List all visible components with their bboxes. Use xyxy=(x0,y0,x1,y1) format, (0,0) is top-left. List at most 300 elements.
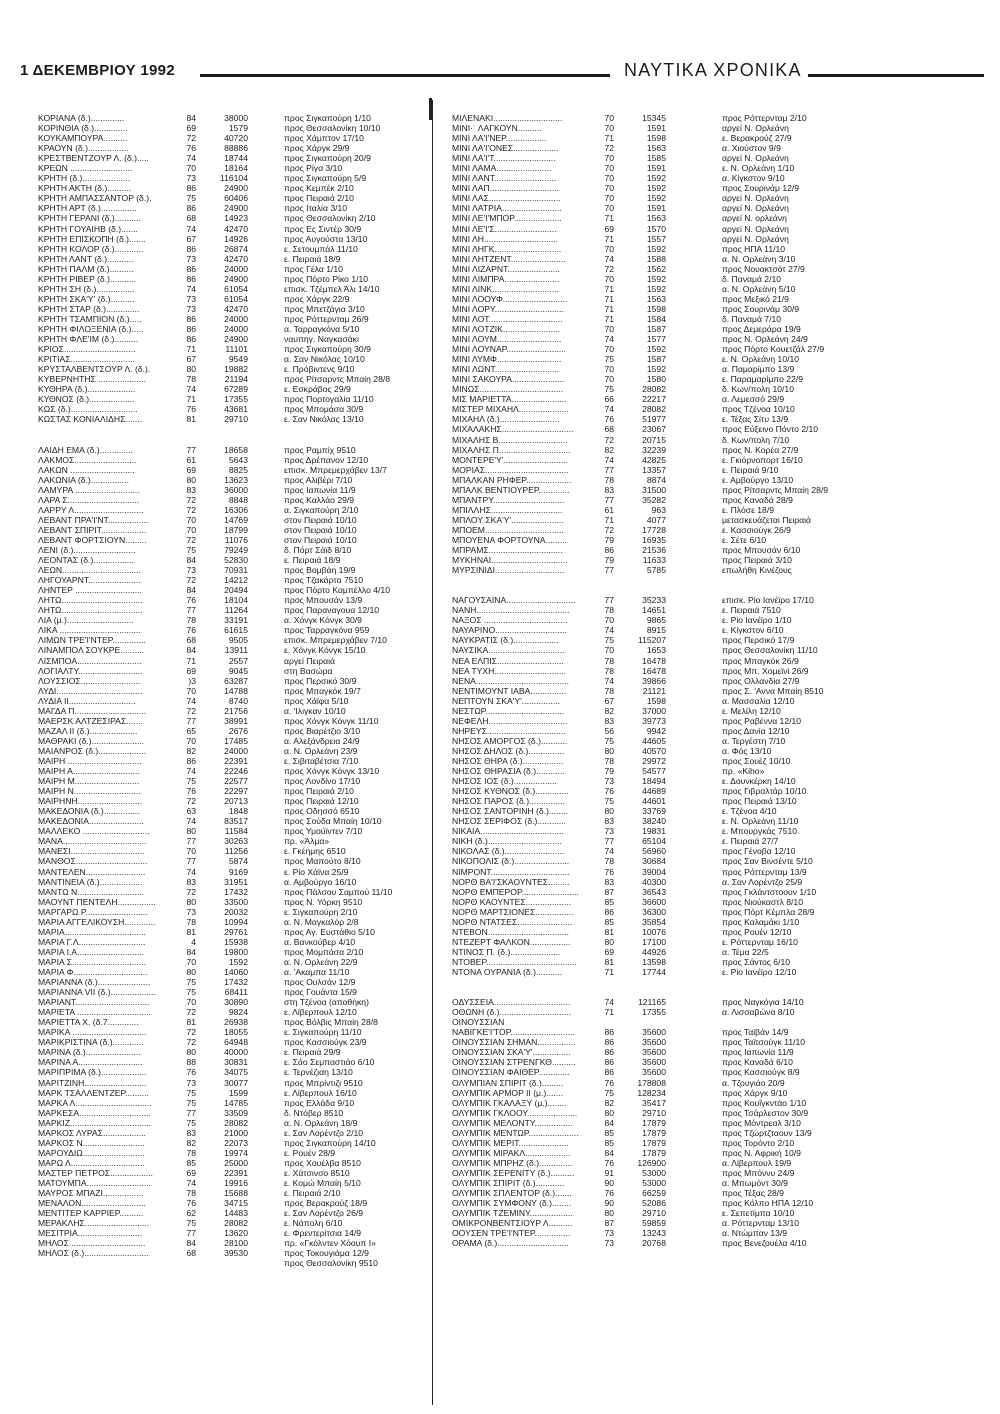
tonnage: 14788 xyxy=(224,685,248,696)
tonnage: 61615 xyxy=(224,625,248,636)
ship-status: προς Σιγκαπούρη 14/10 xyxy=(284,1137,376,1148)
build-year: 72 xyxy=(604,524,614,535)
build-year: 71 xyxy=(186,655,196,666)
ship-status: προς Σιγκαπούρη 5/9 xyxy=(284,173,367,184)
tonnage: 1653 xyxy=(646,645,666,656)
ship-name: ΚΡΗΤΗ ΣΗ (δ.)................ xyxy=(38,283,135,294)
tonnage: 38000 xyxy=(224,113,248,123)
ship-name: ΜΑΡΙΚΑ ............................... xyxy=(38,1027,147,1038)
tonnage: 35282 xyxy=(642,494,666,505)
build-year: 78 xyxy=(604,655,614,666)
build-year: 80 xyxy=(604,1208,614,1219)
ship-status: ε. Σιβιταβέτσια 7/10 xyxy=(284,756,359,766)
ship-status: προς Οδησσό 6510 xyxy=(284,806,360,817)
build-year: 86 xyxy=(604,1027,614,1038)
tonnage: 22217 xyxy=(642,394,666,405)
tonnage: 19800 xyxy=(224,946,248,957)
ship-name: ΛΑΡΑ Σ.............................. xyxy=(38,494,140,505)
ship-status: ε. Ν. Ορλεάνη 11/10 xyxy=(722,816,799,827)
tonnage: 39866 xyxy=(642,675,666,686)
ship-name: ΜΑΡΚΕΣΑ.............................. xyxy=(38,1107,151,1118)
tonnage: 35600 xyxy=(642,1037,666,1048)
ship-status: προς Γκλάντστοουν 1/10 xyxy=(722,886,817,897)
ship-status: α. Σαν Νικόλας 10/10 xyxy=(284,354,365,365)
tonnage: 28082 xyxy=(224,1218,248,1229)
tonnage: 44601 xyxy=(642,796,666,807)
ship-status: δ. Παναμά 2/10 xyxy=(722,273,782,284)
tonnage: 10994 xyxy=(224,916,248,927)
build-year: 83 xyxy=(604,484,614,495)
build-year: 85 xyxy=(604,896,614,907)
ship-status: προς Μομπάσα 2/10 xyxy=(284,946,364,957)
ship-status: α. Ν. Ορλεάνη 22/9 xyxy=(284,956,358,967)
ship-status: προς Γουάντα 15/9 xyxy=(284,987,357,998)
tonnage: 17879 xyxy=(642,1127,666,1138)
build-year: 65 xyxy=(186,725,196,736)
build-year: 68 xyxy=(186,1248,196,1259)
build-year: 70 xyxy=(186,524,196,535)
build-year: 72 xyxy=(604,434,614,445)
tonnage: 11101 xyxy=(225,344,248,355)
ship-name: ΝΟΡΘ ΝΤΑΤΣΕΣ....................... xyxy=(452,916,573,927)
build-year: 69 xyxy=(186,464,196,475)
tonnage: 66259 xyxy=(642,1188,666,1199)
ship-status: προς Ολλανδία 27/9 xyxy=(722,675,800,686)
ship-name: ΟΛΥΜΠΙΚ ΜΙΡΑΚΛ................... xyxy=(452,1147,571,1158)
ship-name: ΜΑΤΟΥΜΠΑ........................... xyxy=(38,1177,152,1188)
tonnage: 31951 xyxy=(224,876,248,887)
build-year: 72 xyxy=(186,886,196,897)
ship-status: ε. Σεπετίμπα 10/10 xyxy=(722,1208,795,1219)
build-year: 70 xyxy=(604,243,614,254)
tonnage: 52086 xyxy=(642,1198,666,1209)
build-year: 67 xyxy=(604,695,614,706)
ship-status: προς Τσάρλεστον 30/9 xyxy=(722,1107,809,1118)
build-year: 85 xyxy=(604,1127,614,1138)
tonnage: 31500 xyxy=(642,484,666,495)
build-year: 78 xyxy=(604,685,614,696)
tonnage: 5643 xyxy=(228,454,248,465)
ship-status: προς Κασσιούγκ 8/9 xyxy=(722,1067,800,1078)
build-year: 88 xyxy=(186,1057,196,1068)
tonnage: 13620 xyxy=(224,1228,248,1239)
ship-status: α. 'Ακαμπα 11/10 xyxy=(284,966,350,977)
tonnage: 1588 xyxy=(646,253,666,264)
ship-name: ΟΜΙΚΡΟΝΒΕΝΤΣΙΟΥΡ Λ.......... xyxy=(452,1218,573,1229)
tonnage: 61054 xyxy=(224,293,248,304)
ship-name: ΟΛΥΜΠΙΚ ΣΕΡΕΝΙΤΥ (δ.).......... xyxy=(452,1167,575,1178)
ship-status: α. Ν. Ορλεάνη 5/10 xyxy=(722,283,796,294)
build-year: 74 xyxy=(186,866,196,877)
ship-status: ε. Σαν Λορέντζο 2/10 xyxy=(284,1127,364,1138)
build-year: 69 xyxy=(186,665,196,676)
build-year: 75 xyxy=(186,1097,196,1108)
build-year: 70 xyxy=(604,173,614,184)
ship-name: ΜΠΟΥΕΝΑ ΦΟΡΤΟΥΝΑ......... xyxy=(452,534,568,545)
ship-name: ΝΕΑ ΕΛΠΙΣ............................ xyxy=(452,655,564,666)
build-year: 72 xyxy=(186,796,196,807)
build-year: 83 xyxy=(604,715,614,726)
ship-name: ΜΑΡΙΑ.................................. xyxy=(38,926,146,937)
ship-name: ΜΑΡΙΑ Γ.Λ............................ xyxy=(38,936,146,947)
ship-name: ΝΕΝΤΙΜΟΥΝΤ ΙΑΒΑ............... xyxy=(452,685,567,696)
ship-name: ΝΑΞΟΣ ................................... xyxy=(452,615,568,626)
tonnage: 79249 xyxy=(224,545,248,556)
tonnage: 1598 xyxy=(646,133,666,144)
ship-status: α. Τεργέστη 7/10 xyxy=(722,735,786,746)
ship-name: ΜΑΡΙΝΑ Α........................... xyxy=(38,1057,143,1068)
ship-status: ε. Ρίο Ιανέϊρο 12/10 xyxy=(722,966,797,977)
ship-name: ΜΙΧΑΛΗΣ Β............................. xyxy=(452,434,568,445)
ship-status: προς Μαπούτο 8/10 xyxy=(284,856,361,867)
ship-status: προς Κουΐγκντάο 1/10 xyxy=(722,1097,807,1108)
ship-status: ε. Ρίο Ιανέϊρο 1/10 xyxy=(722,615,792,626)
build-year: 76 xyxy=(186,143,196,154)
build-year: 73 xyxy=(186,253,196,264)
tonnage: 126900 xyxy=(637,1157,666,1168)
build-year: 80 xyxy=(186,896,196,907)
ship-status: προς Ρόττερνταμ 13/9 xyxy=(722,866,807,877)
ship-status: προς Γέλα 1/10 xyxy=(284,263,343,274)
tonnage: 9865 xyxy=(646,615,666,626)
ship-name: ΜΙΛΕΝΑΚΙ............................. xyxy=(452,113,563,123)
ship-name: ΛΗΝΤΕΡ ............................ xyxy=(38,585,142,596)
tonnage: 16478 xyxy=(642,655,666,666)
build-year: 76 xyxy=(186,625,196,636)
tonnage: 28100 xyxy=(224,1238,248,1249)
build-year: 86 xyxy=(186,334,196,345)
ship-name: ΝΕΝΑ....................................... xyxy=(452,675,569,686)
ship-status: προς Κόλπο ΗΠΑ 12/10 xyxy=(722,1198,814,1209)
tonnage: 17432 xyxy=(224,886,248,897)
build-year: 70 xyxy=(186,514,196,525)
ship-name: ΜΑΥΡΟΣ ΜΠΑΖΙ................. xyxy=(38,1188,144,1199)
tonnage: 9942 xyxy=(646,725,666,736)
ship-status: προς Παραναγουα 12/10 xyxy=(284,605,380,616)
ship-name: ΟΛΥΜΠΙΚ ΣΥΜΦΟΝΥ (δ.)........ xyxy=(452,1198,572,1209)
ship-name: ΛΑΡΡΥ Λ............................. xyxy=(38,504,144,515)
build-year: 75 xyxy=(186,193,196,204)
build-year: 78 xyxy=(186,916,196,927)
ship-status: προς Πειραιά 13/10 xyxy=(722,796,797,807)
ship-status: προς Πόρτο Καμπέλλο 4/10 xyxy=(284,585,390,596)
build-year: 74 xyxy=(604,334,614,345)
build-year: 70 xyxy=(186,846,196,857)
ship-status: α. Τέμα 22/5 xyxy=(722,946,769,957)
tonnage: 30831 xyxy=(224,1057,248,1068)
tonnage: 1580 xyxy=(646,374,666,385)
ship-name: ΜΑΝΑ................................... xyxy=(38,836,147,847)
ship-name: ΜΑΡΙΕΤΑ ............................... xyxy=(38,1007,152,1018)
ship-status: ε. Πλόσε 18/9 xyxy=(722,504,775,515)
tonnage: 15938 xyxy=(224,936,248,947)
ship-status: προς Ρουέν 12/10 xyxy=(722,926,792,937)
ship-status: προς Ν. Κορέα 27/9 xyxy=(722,444,799,455)
ship-status: ε. Χάτσινσο 8510 xyxy=(284,1167,350,1178)
build-year: 83 xyxy=(604,876,614,887)
build-year: 75 xyxy=(604,1087,614,1098)
ship-name: ΟΛΥΜΠΙΚ ΜΕΝΤΩΡ..................... xyxy=(452,1127,579,1138)
ship-name: ΛΑΚΜΟΣ.......................... xyxy=(38,454,137,465)
build-year: 87 xyxy=(604,886,614,897)
tonnage: 42825 xyxy=(642,454,666,465)
ship-status: ε. Τζένοα 4/10 xyxy=(722,806,777,817)
ship-status: ε. Γκιόρνοπορτ 16/10 xyxy=(722,454,803,465)
ship-status: προς Θεσσαλονίκη 9510 xyxy=(284,1258,378,1269)
ship-name: ΜΟΝΤΕΡΕ'Υ'........................... xyxy=(452,454,568,465)
ship-name: ΜΠΙΛΛΗΣ.............................. xyxy=(452,504,563,515)
build-year: 70 xyxy=(186,685,196,696)
ship-status: ε. Φρεντερίτσια 14/9 xyxy=(284,1228,362,1239)
tonnage: 17485 xyxy=(224,735,248,746)
tonnage: 1562 xyxy=(646,263,666,274)
build-year: 78 xyxy=(604,605,614,616)
ship-status: προς Ραβέννα 12/10 xyxy=(722,715,802,726)
build-year: 67 xyxy=(186,354,196,365)
ship-name: ΚΡΗΤΗ ΛΑΝΤ (δ.)........... xyxy=(38,253,134,264)
ship-name: ΝΑΥΑΡΙΝΟ.............................. xyxy=(452,625,567,636)
ship-name: ΜΙΝΙ ΛΗΤΖΕΝΤ....................... xyxy=(452,253,566,264)
ship-status: προς Αυγούστα 13/10 xyxy=(284,233,368,244)
ship-name: ΜΟΡΙΑΣ................................... xyxy=(452,464,569,475)
ship-status: α. Κίγκστον 9/10 xyxy=(722,173,785,184)
build-year: 74 xyxy=(604,997,614,1008)
ship-status: στη Τζένοα (αποθήκη) xyxy=(284,997,369,1008)
ship-status: στον Πειραιά 10/10 xyxy=(284,534,357,545)
build-year: 70 xyxy=(604,183,614,194)
ship-status: προς Ρίτσαρντς Μπαίη 28/8 xyxy=(284,374,391,385)
ship-name: ΝΙΚΟΠΟΛΙΣ (δ.)....................... xyxy=(452,856,570,867)
build-year: 79 xyxy=(604,555,614,566)
tonnage: 14785 xyxy=(224,1097,248,1108)
ship-name: ΛΙΚΑ .................................. xyxy=(38,625,141,636)
ship-status: στη Βασώρα xyxy=(284,665,333,676)
tonnage: 18055 xyxy=(224,1027,248,1038)
ship-name: ΜΙΝΙ ΛΟΟΥΦ........................... xyxy=(452,293,568,304)
ship-status: προς Θεσσαλονίκη 11/10 xyxy=(722,645,818,656)
tonnage: 44605 xyxy=(642,735,666,746)
ship-status: προς Χουέλβα 8510 xyxy=(284,1157,361,1168)
ship-name: ΜΙΝΙ ΛΥΜΦ........................... xyxy=(452,354,562,365)
ship-status: προς Μεξικό 21/9 xyxy=(722,293,789,304)
build-year: 71 xyxy=(604,133,614,144)
ship-name: ΜΑΕΡΣΚ ΑΛΤΖΕΣΙΡΑΣ....... xyxy=(38,715,143,726)
build-year: 76 xyxy=(604,866,614,877)
ship-status: α. Ν. Ορλεάνη 3/10 xyxy=(722,253,796,264)
tonnage: 17355 xyxy=(224,394,248,405)
ship-status: α. Παμαρίμπο 13/9 xyxy=(722,364,795,375)
ship-status: αργεί Ν. ορλεάνη xyxy=(722,213,787,224)
ship-status: α. Σαν Λορέντζο 25/9 xyxy=(722,876,803,887)
tonnage: 33500 xyxy=(224,896,248,907)
ship-status: ε. Σάο Σεμπαστιάο 6/10 xyxy=(284,1057,375,1068)
ship-name: ΜΑΡΙΑ ΑΓΓΕΛΙΚΟΥΣΗ............. xyxy=(38,916,156,927)
ship-status: α. Τζουγιάο 20/9 xyxy=(722,1077,785,1088)
tonnage: 39773 xyxy=(642,715,666,726)
ship-status: ε. Λίβερπουλ 16/10 xyxy=(284,1087,357,1098)
build-year: 82 xyxy=(186,1137,196,1148)
build-year: 72 xyxy=(186,575,196,586)
ship-status: προς Πόρτο Κουετζάλ 27/9 xyxy=(722,344,825,355)
ship-name: ΚΥΘΝΟΣ (δ.)................... xyxy=(38,394,135,405)
ship-status: προς Ναγκόγια 14/10 xyxy=(722,997,804,1008)
ship-status: στον Πειραιά 10/10 xyxy=(284,514,357,525)
ship-status: δ. Ντόβερ 8510 xyxy=(284,1107,344,1118)
ship-name: ΛΟΓΙΑΛΤΥ........................... xyxy=(38,665,143,676)
ship-name: ΜΙΝΙ ΛΑΝΤ.......................... xyxy=(452,173,557,184)
tonnage: 18744 xyxy=(224,153,248,164)
tonnage: 39530 xyxy=(224,1248,248,1259)
tonnage: 1598 xyxy=(646,695,666,706)
ship-status: α. Ν. Ορλεάνη 18/9 xyxy=(284,1117,358,1128)
ship-name: ΜΑΡΚΟΣ ΛΥΡΑΣ.................. xyxy=(38,1127,146,1138)
tonnage: 8740 xyxy=(228,695,248,706)
tonnage: 1592 xyxy=(646,243,666,254)
build-year: 56 xyxy=(604,725,614,736)
ship-status: προς Σάντος 6/10 xyxy=(722,956,791,967)
ship-status: ε. Ρουέν 28/9 xyxy=(284,1147,336,1158)
ship-status: α. Αλεξάνδρεια 24/9 xyxy=(284,735,360,746)
ship-status: ε. Σαν Λορέντζο 26/9 xyxy=(284,1208,364,1219)
ship-name: ΛΕΩΝ................................. xyxy=(38,565,141,576)
build-year: )3 xyxy=(188,675,196,686)
ship-status: προς Μπουσάν 6/10 xyxy=(722,545,801,556)
tonnage: 1591 xyxy=(646,123,666,134)
build-year: 83 xyxy=(186,876,196,887)
ship-status: προς Περσικό 30/9 xyxy=(284,675,357,686)
build-year: 71 xyxy=(186,344,196,355)
tonnage: 67289 xyxy=(224,384,248,395)
tonnage: 178808 xyxy=(637,1077,666,1088)
ship-status: ε. Γκέημης 6510 xyxy=(284,846,346,857)
build-year: 71 xyxy=(186,394,196,405)
ship-status: προς Ν. Ορλεάνη 24/9 xyxy=(722,334,808,345)
build-year: 69 xyxy=(186,123,196,134)
ship-status: α. Ν. Μαγκαλόρ 2/8 xyxy=(284,916,359,927)
ship-status: ε. Ν. Ορλεάνη 10/10 xyxy=(722,354,800,365)
tonnage: 1591 xyxy=(646,163,666,174)
ship-status: προς Μπαγκόκ 19/7 xyxy=(284,685,361,696)
build-year: 75 xyxy=(186,1117,196,1128)
ship-name: ΜΑΙΡΗ Α............................ xyxy=(38,766,140,777)
ship-status: προς Σουρινάμ 30/9 xyxy=(722,303,800,314)
build-year: 77 xyxy=(186,1107,196,1118)
ship-status: προς Χάργκ 9/10 xyxy=(722,1087,788,1098)
ship-status: ε. Κίγκστον 6/10 xyxy=(722,625,784,636)
ship-name: ΟΙΝΟΥΣΣΙΑΝ ΦΑΙΘΕΡ............. xyxy=(452,1067,570,1078)
ship-status: προς Χόνγκ Κόνγκ 13/10 xyxy=(284,766,380,777)
ship-name: ΟΡΑΜΑ (δ.).............................. xyxy=(452,1238,569,1249)
tonnage: 1587 xyxy=(646,354,666,365)
tonnage: 14483 xyxy=(224,1208,248,1219)
build-year: 86 xyxy=(604,906,614,917)
ship-status: προς Ρίγα 3/10 xyxy=(284,163,343,174)
ship-name: ΟΔΥΣΣΕΙΑ................................ xyxy=(452,997,571,1008)
ship-name: ΝΑΒΙΓΚΕ'Ι'ΤΟΡ........................... xyxy=(452,1027,575,1038)
build-year: 62 xyxy=(186,1208,196,1219)
ship-status: προς Καλλάο 29/9 xyxy=(284,494,355,505)
ship-name: ΛΙΣΜΠΟΑ........................... xyxy=(38,655,142,666)
build-year: 66 xyxy=(604,394,614,405)
tonnage: 8915 xyxy=(646,625,666,636)
tonnage: 28082 xyxy=(642,404,666,415)
tonnage: 29710 xyxy=(224,414,248,425)
tonnage: 36543 xyxy=(642,886,666,897)
build-year: 71 xyxy=(604,283,614,294)
ship-status: προς Ελλάδα 9/10 xyxy=(284,1097,355,1108)
build-year: 84 xyxy=(186,555,196,566)
ship-name: ΟΘΩΝΗ (δ.).............................. xyxy=(452,1007,572,1018)
ship-name: ΜΑΡΙΝΑ (δ.)....................... xyxy=(38,1047,141,1058)
ship-name: ΜΠΑΛΚΑΝ ΡΗΦΕΡ................... xyxy=(452,474,572,485)
ship-status: προς Γιβραλτάρ 10/10 xyxy=(722,786,807,797)
build-year: 87 xyxy=(604,1218,614,1229)
ship-name: ΟΛΥΜΠΙΚ ΣΠΙΡΙΤ (δ.)............ xyxy=(452,1177,565,1188)
tonnage: 22391 xyxy=(224,756,248,766)
ship-status: επισκ. Ρίο Ιανέϊρο 17/10 xyxy=(722,595,814,606)
ship-name: ΚΡΑΟΥΝ (δ.)................. xyxy=(38,143,129,154)
build-year: 78 xyxy=(186,374,196,385)
build-year: 69 xyxy=(604,223,614,234)
tonnage: 1587 xyxy=(646,323,666,334)
ship-name: ΚΡΗΤΗ ΣΚΑ'Υ' (δ.).......... xyxy=(38,293,135,304)
build-year: 75 xyxy=(604,384,614,395)
build-year: 75 xyxy=(604,735,614,746)
ship-status: δ. Κων/πολη 10/10 xyxy=(722,384,794,395)
tonnage: 1592 xyxy=(646,364,666,375)
ship-name: ΝΟΡΘ ΚΑΟΥΝΤΕΣ................... xyxy=(452,896,571,907)
ship-status: προς Βομβάη 19/9 xyxy=(284,565,356,576)
ship-name: ΝΙΚΟΛΑΣ (δ.)......................... xyxy=(452,846,565,857)
ship-name: ΟΛΥΜΠΙΚ ΣΠΛΕΝΤΟΡ (δ.)....... xyxy=(452,1188,572,1199)
tonnage: 963 xyxy=(651,504,666,515)
tonnage: 25000 xyxy=(224,1157,248,1168)
ship-status: ε. Σέτε 6/10 xyxy=(722,534,767,545)
tonnage: 121165 xyxy=(637,997,666,1008)
ship-name: ΜΑΙΑΝΡΟΣ (δ.).................... xyxy=(38,745,146,756)
ship-name: ΜΑΡΚΟΣ Ν.......................... xyxy=(38,1137,145,1148)
build-year: 78 xyxy=(186,615,196,626)
ship-status: προς Υμούϊντεν 7/10 xyxy=(284,826,363,837)
build-year: 81 xyxy=(604,926,614,937)
ship-status: προς Κεμπέκ 2/10 xyxy=(284,183,354,194)
ship-name: ΜΑΟΥΝΤ ΠΕΝΤΕΛΗ................ xyxy=(38,896,156,907)
ship-status: προς Ρόττερνταμ 26/9 xyxy=(284,313,369,324)
ship-status: επισκ. Τζέμπελ Άλι 14/10 xyxy=(284,283,380,294)
tonnage: 1557 xyxy=(646,233,666,244)
build-year: 68 xyxy=(186,213,196,224)
publication-title: ΝΑΥΤΙΚΑ ΧΡΟΝΙΚΑ xyxy=(624,60,802,80)
tonnage: 21536 xyxy=(642,545,666,556)
tonnage: 15345 xyxy=(642,113,666,123)
build-year: 77 xyxy=(186,715,196,726)
build-year: 73 xyxy=(186,173,196,184)
ship-status: ε. Ν. Ορλεάνη 1/10 xyxy=(722,163,795,174)
tonnage: 33191 xyxy=(224,615,248,626)
tonnage: 22391 xyxy=(224,1167,248,1178)
build-year: 86 xyxy=(186,243,196,254)
tonnage: 14923 xyxy=(224,213,248,224)
ship-name: ΜΑΝΤΩ Ν............................ xyxy=(38,886,145,897)
build-year: 86 xyxy=(604,1037,614,1048)
ship-status: αργεί Ν. Ορλεάνη xyxy=(722,193,789,204)
ship-status: ε. Σετουμπάλ 11/10 xyxy=(284,243,358,254)
build-year: 73 xyxy=(186,303,196,314)
ship-name: ΜΑΝΤΙΝΕΙΑ (δ.).................. xyxy=(38,876,143,887)
tonnage: 11633 xyxy=(642,555,666,566)
ship-status: προς Πειραιά 2/10 xyxy=(284,786,354,797)
ship-status: προς ΗΠΑ 11/10 xyxy=(722,243,786,254)
